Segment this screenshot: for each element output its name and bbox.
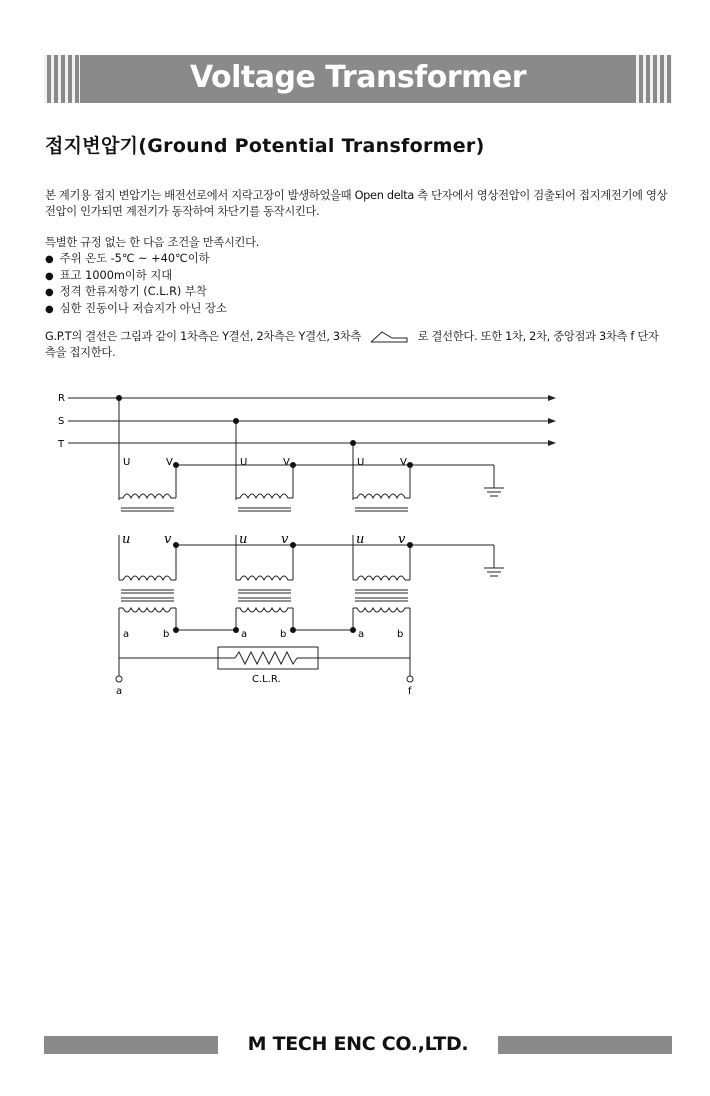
primary-terminal-u: U <box>123 457 131 468</box>
primary-terminal-u: U <box>357 457 365 468</box>
condition-item: ● 심한 진동이나 저습지가 아닌 장소 <box>45 301 227 318</box>
transformer-3 <box>353 465 410 511</box>
condition-item: ● 표고 1000m이하 지대 <box>45 268 227 285</box>
secondary-terminal-u: u <box>122 532 131 547</box>
footer-bar-right <box>498 1036 672 1054</box>
tertiary-terminal-a: a <box>241 629 248 640</box>
secondary-terminal-v: v <box>164 532 172 547</box>
footer-bar-left <box>44 1036 218 1054</box>
output-terminal <box>116 676 122 682</box>
phase-label-t: T <box>58 439 65 450</box>
output-terminal <box>407 676 413 682</box>
tertiary-terminal-b: b <box>163 629 170 640</box>
page-title: Voltage Transformer <box>189 60 527 95</box>
transformer-2 <box>236 465 293 511</box>
intro-paragraph: 본 계기용 접지 변압기는 배전선로에서 지락고장이 발생하었을때 Open delta 측 단자에서 영상전압이 검출되어 접지계전기에 영상전압이 인가되면 계전기가 동작하여 차단기를 동작시킨다. <box>45 189 668 218</box>
connection-text-after: 로 결선한다. 또한 1차, 2차, 중앙점과 3차측 f 단자 측을 접지한다. <box>45 330 659 359</box>
tertiary-terminal-a: a <box>358 629 365 640</box>
condition-item: ● 정격 한류저항기 (C.L.R) 부착 <box>45 284 227 301</box>
transformer-1 <box>119 465 176 511</box>
secondary-terminal-v: v <box>398 532 406 547</box>
phase-label-s: S <box>58 416 65 427</box>
open-delta-icon <box>370 331 408 343</box>
secondary-terminal-u: u <box>356 532 365 547</box>
output-terminal-f: f <box>408 686 412 697</box>
junction-dot <box>350 440 356 446</box>
condition-item: ● 주위 온도 -5℃ ~ +40℃이하 <box>45 251 227 268</box>
tertiary-terminal-b: b <box>280 629 287 640</box>
primary-terminal-v: V <box>166 457 173 468</box>
primary-terminal-v: V <box>283 457 290 468</box>
connection-text-before: G.P.T의 결선은 그림과 같이 1차측은 Y결선, 2차측은 Y결선, 3차측 <box>45 330 362 343</box>
junction-dot <box>233 418 239 424</box>
ground-icon <box>484 568 504 576</box>
ground-icon <box>484 488 504 496</box>
primary-terminal-v: V <box>400 457 407 468</box>
section-title: 접지변압기(Ground Potential Transformer) <box>45 135 485 157</box>
tertiary-terminal-a: a <box>123 629 130 640</box>
output-terminal-a: a <box>116 686 123 697</box>
primary-terminal-u: U <box>240 457 248 468</box>
clr-label: C.L.R. <box>252 674 281 685</box>
connection-paragraph <box>45 329 670 361</box>
gpt-wiring-diagram <box>0 380 710 700</box>
secondary-terminal-u: u <box>239 532 248 547</box>
secondary-terminal-v: v <box>281 532 289 547</box>
junction-dot <box>116 395 122 401</box>
header-banner <box>44 55 672 103</box>
phase-label-r: R <box>58 393 65 404</box>
conditions-intro: 특별한 규정 없는 한 다음 조건을 만족시킨다. <box>45 236 260 249</box>
clr-resistor <box>218 647 318 669</box>
company-name: M TECH ENC CO.,LTD. <box>247 1033 469 1055</box>
conditions-list <box>45 251 227 317</box>
tertiary-terminal-b: b <box>397 629 404 640</box>
